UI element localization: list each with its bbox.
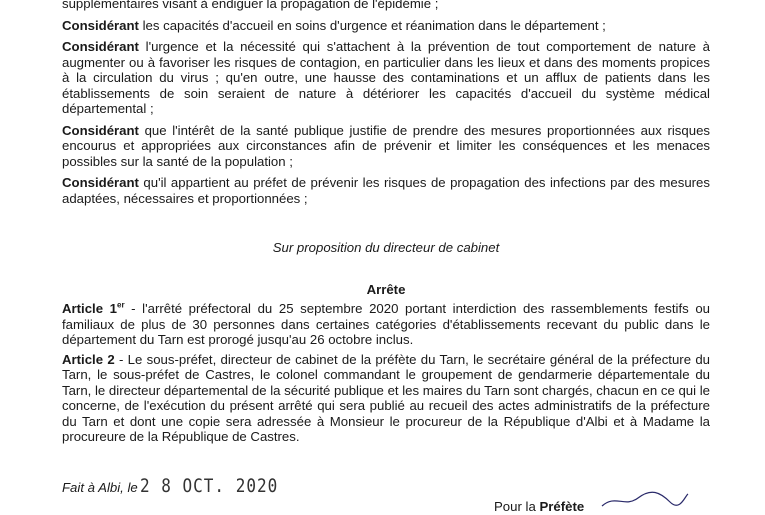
article-superscript: er — [117, 300, 125, 310]
considerant-keyword: Considérant — [62, 175, 139, 190]
arrete-heading: Arrête — [366, 281, 406, 297]
considerants — [62, 0, 710, 206]
paragraph-text: que l'intérêt de la santé publique justifie de prendre des mesures proportionnées aux risques encourus et appropriées aux circonstances afin de prévenir et limiter les conséquences et les menaces possibles sur la santé de la population ; — [62, 122, 710, 169]
considerant-keyword: Considérant — [62, 122, 139, 138]
date-stamp: 2 8 OCT. 2020 — [140, 474, 279, 497]
considerant-keyword: Considérant — [62, 17, 139, 33]
articles — [62, 301, 710, 445]
paragraph-text: les capacités d'accueil en soins d'urgence et réanimation dans le département ; — [138, 17, 606, 33]
place-date-label: Fait à Albi, le — [62, 480, 138, 495]
considerant-paragraph — [62, 18, 710, 34]
article-text: - Le sous-préfet, directeur de cabinet de la préfète du Tarn, le secrétaire général de la préfecture du Tarn, le sous-préfet de Castres, le colonel commandant le groupement de gendarmerie départementale du Tarn, le directeur départemental de la sécurité publique et les maires du Tarn sont chargés, chacun en ce qui le concerne, de l'exécution du présent arrêté qui sera publié au recueil des actes administratifs de la préfecture du Tarn et dont une copie sera adressée à Monsieur le procureur de la République d'Albi et à Madame la procureure de la République de Castres. — [62, 351, 710, 444]
paragraph-text: qu'il appartient au préfet de prévenir les risques de propagation des infections par des mesures adaptées, nécessaires et proportionnées ; — [62, 175, 710, 206]
paragraph-text: l'urgence et la nécessité qui s'attachent à la prévention de tout comportement de nature à augmenter ou à favoriser les risques de contagion, en particulier dans les lieux et dans des moments propices à la circulation du virus ; qu'en outre, une hausse des contaminations et un afflux de patients dans les établissements de soin seraient de nature à détériorer les capacités d'accueil du système médical départemental ; — [62, 39, 710, 116]
proposal-line: Sur proposition du directeur de cabinet — [272, 240, 500, 255]
document-body — [62, 0, 710, 449]
article-text: - l'arrêté préfectoral du 25 septembre 2020 portant interdiction des rassemblements festifs ou familiaux de plus de 30 personnes dans certaines catégories d'établissements recevant du public dans le département du Tarn est prorogé jusqu'au 26 octobre inclus. — [62, 301, 711, 347]
considerant-keyword: Considérant — [62, 39, 139, 54]
signature-prefix: Pour la — [494, 499, 540, 514]
signature-title: Préfète — [539, 499, 585, 514]
article-label: Article 2 — [62, 351, 115, 367]
handwritten-signature — [600, 490, 690, 510]
considerant-paragraph — [62, 39, 710, 117]
considerant-paragraph — [62, 123, 710, 170]
considerant-paragraph — [62, 0, 710, 12]
paragraph-text: supplémentaires visant à endiguer la propagation de l'épidémie ; — [62, 0, 439, 11]
article-paragraph — [62, 352, 710, 445]
article-label: Article 1 — [62, 301, 117, 316]
signature-block — [494, 499, 584, 515]
considerant-paragraph — [62, 175, 710, 206]
article-paragraph — [62, 301, 710, 348]
